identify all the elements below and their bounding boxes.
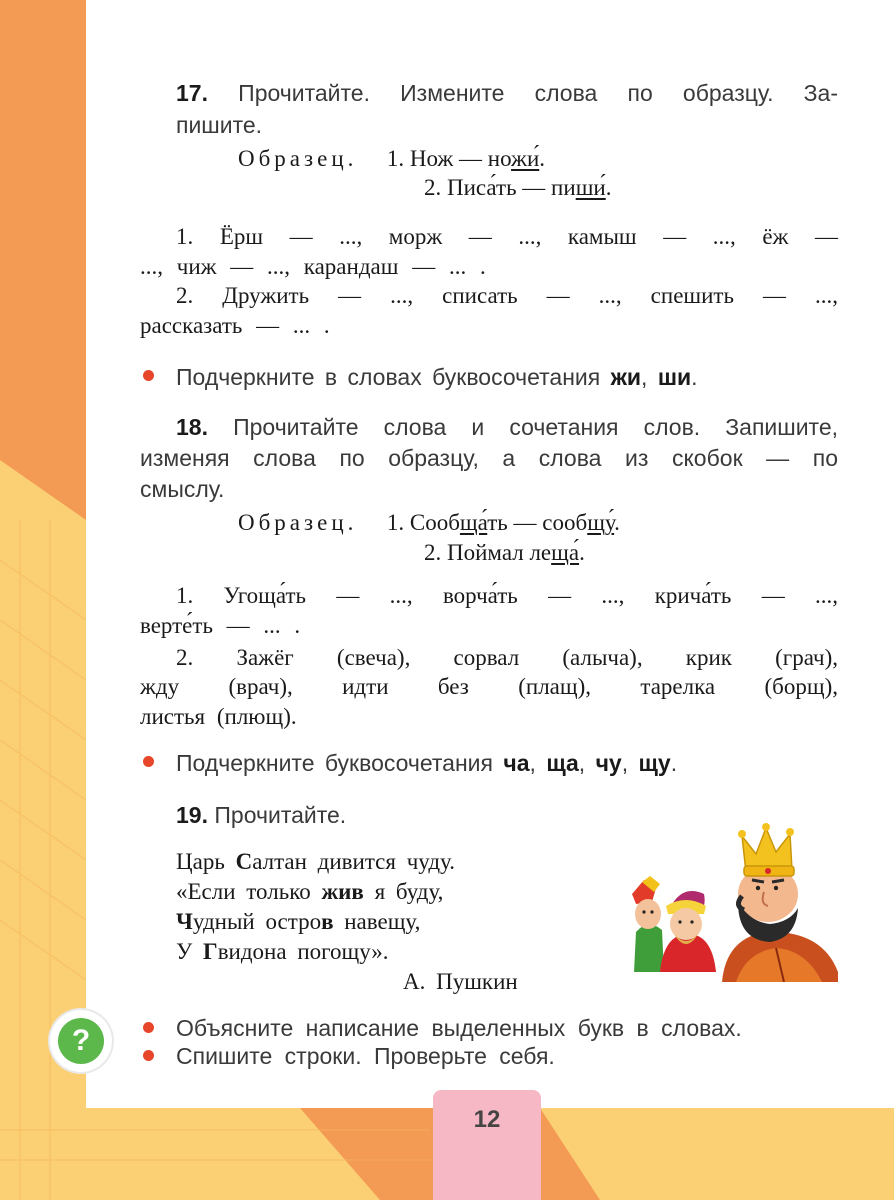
poem-line-2: «Если только жив я буду,	[176, 879, 444, 904]
question-badge-icon: ?	[50, 1010, 112, 1072]
page-number-tab	[433, 1090, 541, 1200]
bullet-icon	[143, 370, 154, 381]
task17-exercise1-line2: ..., чиж — ..., карандаш — ... .	[140, 254, 486, 279]
task18-instruction-line1: 18. Прочитайте слова и сочетания слов. Запишите,	[176, 414, 839, 440]
task18-exercise2-line3: листья (плющ).	[140, 704, 297, 729]
task18-instruction-line2: изменяя слова по образцу, а слова из скобок — по	[140, 445, 838, 471]
task18-sample2: 2. Поймал леща́.	[424, 540, 585, 565]
task19-instruction: 19. Прочитайте.	[176, 802, 347, 828]
bullet-icon	[143, 1050, 154, 1061]
task19-bullet-copy: Спишите строки. Проверьте себя.	[176, 1043, 555, 1069]
poem-line-1: Царь Салтан дивится чуду.	[176, 849, 455, 874]
task17-exercise2-line2: рассказать — ... .	[140, 313, 330, 338]
task17-sample1: Образец. 1. Нож — ножи́.	[238, 146, 545, 171]
task17-instruction-line2: пишите.	[176, 112, 263, 138]
bullet-icon	[143, 756, 154, 767]
task18-exercise2-line2: жду (врач), идти без (плащ), тарелка (борщ),	[140, 674, 838, 699]
task18-exercise1-line1: 1. Угоща́ть — ..., ворча́ть — ..., крича́ть — ...,	[176, 583, 838, 608]
bullet-icon	[143, 1022, 154, 1033]
task18-instruction-line3: смыслу.	[140, 476, 225, 502]
task17-underline-instruction: Подчеркните в словах буквосочетания жи, ши.	[176, 364, 698, 390]
task18-underline-instruction: Подчеркните буквосочетания ча, ща, чу, щу.	[176, 750, 678, 776]
tsar-illustration	[626, 822, 838, 982]
task18-sample1: Образец. 1. Сообща́ть — сообщу́.	[238, 510, 620, 535]
page-number: 12	[473, 1106, 501, 1133]
task17-exercise2-line1: 2. Дружить — ..., списать — ..., спешить — ...,	[176, 283, 838, 308]
poem-author: А. Пушкин	[403, 969, 518, 994]
task18-exercise1-line2: верте́ть — ... .	[140, 613, 301, 638]
task17-sample2: 2. Писа́ть — пиши́.	[424, 175, 612, 200]
task17-instruction-line1: 17. Прочитайте. Измените слова по образцу. За-	[176, 80, 839, 106]
poem-line-3: Чудный остров навещу,	[176, 909, 421, 934]
poem-line-4: У Гвидона погощу».	[176, 939, 389, 964]
task17-exercise1-line1: 1. Ёрш — ..., морж — ..., камыш — ..., ёж —	[176, 224, 838, 249]
task18-exercise2-line1: 2. Зажёг (свеча), сорвал (алыча), крик (грач),	[176, 645, 838, 670]
task19-bullet-explain: Объясните написание выделенных букв в словах.	[176, 1015, 742, 1041]
